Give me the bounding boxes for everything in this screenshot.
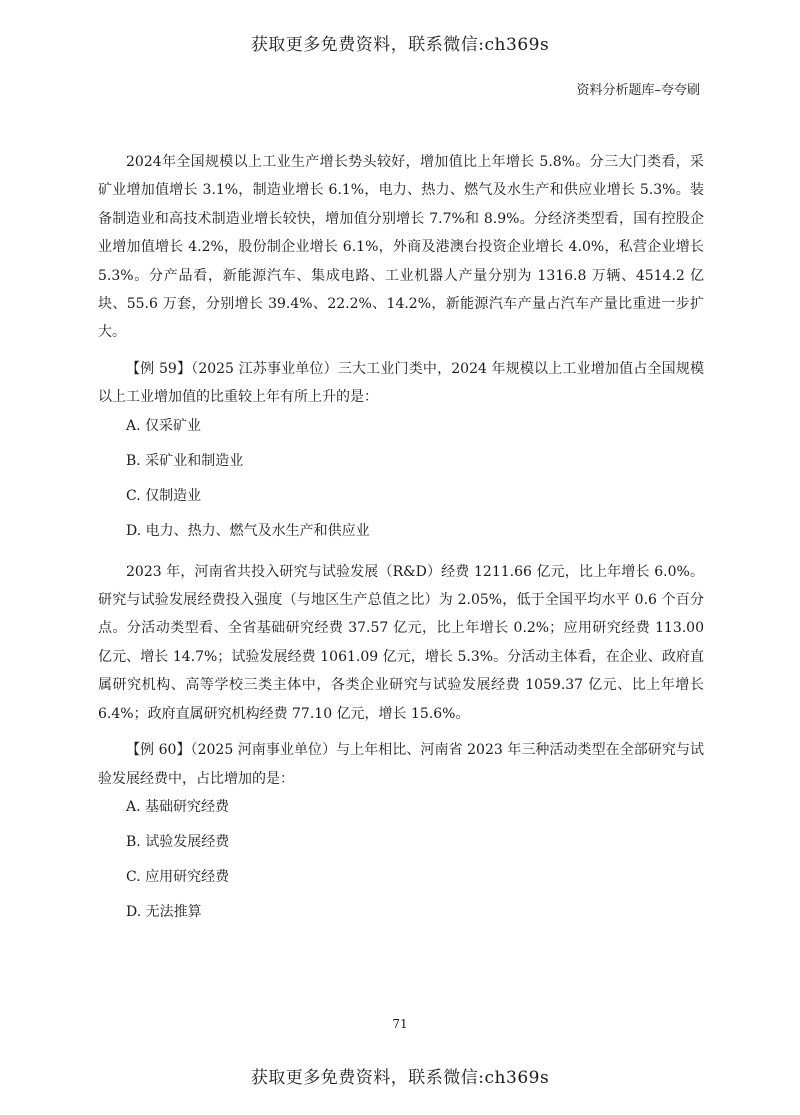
page-number: 71 [392,1017,408,1031]
bottom-banner: 获取更多免费资料，联系微信:ch369s [250,1068,550,1088]
option-c: C. 仅制造业 [126,487,202,504]
option-c: C. 应用研究经费 [126,868,230,885]
question-59-options [98,418,704,539]
passage-industry: 2024年全国规模以上工业生产增长势头较好，增加值比上年增长 5.8%。分三大门类看，采矿业增加值增长 3.1%，制造业增长 6.1%，电力、热力、燃气及水生产和供应业增长 5.3%。装备制造业和高技术制造业增长较快，增加值分别增长 7.7%和 8.9%。分经济类型看，国有控股企业增加值增长 4.2%，股份制企业增长 6.1%，外商及港澳台投资企业增长 4.0%，私营企业增长 5.3%。分产品看，新能源汽车、集成电路、工业机器人产量分别为 1316.8 万辆、4514.2 亿块、55.6 万套，分别增长 39.4%、22.2%、14.2%，新能源汽车产量占汽车产量比重进一步扩大。 [98,154,704,341]
option-a: A. 仅采矿业 [126,417,202,434]
passage-rnd: 2023 年，河南省共投入研究与试验发展（R&D）经费 1211.66 亿元，比上年增长 6.0%。研究与试验发展经费投入强度（与地区生产总值之比）为 2.05%，低于全国平均水平 0.6 个百分点。分活动类型看、全省基础研究经费 37.57 亿元，比上年增长 0.2%；应用研究经费 113.00 亿元、增长 14.7%；试验发展经费 1061.09 亿元，增长 5.3%。分活动主体看，在企业、政府直属研究机构、高等学校三类主体中，各类企业研究与试验发展经费 1059.37 亿元、比上年增长 6.4%；政府直属研究机构经费 77.10 亿元，增长 15.6%。 [98,563,704,722]
option-d: D. 电力、热力、燃气及水生产和供应业 [126,522,370,539]
option-b: B. 试验发展经费 [126,833,230,850]
page-header: 资料分析题库–夸夸刷 [576,83,700,98]
page-content [98,148,704,939]
question-60-stem: 【例 60】（2025 河南事业单位）与上年相比、河南省 2023 年三种活动类型在全部研究与试验发展经费中，占比增加的是： [98,742,704,787]
question-60-options [98,799,704,920]
question-59-stem: 【例 59】（2025 江苏事业单位）三大工业门类中，2024 年规模以上工业增加值占全国规模以上工业增加值的比重较上年有所上升的是： [98,360,704,406]
top-banner: 获取更多免费资料，联系微信:ch369s [250,35,550,55]
option-b: B. 采矿业和制造业 [126,452,244,469]
option-a: A. 基础研究经费 [126,798,230,815]
option-d: D. 无法推算 [126,903,202,920]
